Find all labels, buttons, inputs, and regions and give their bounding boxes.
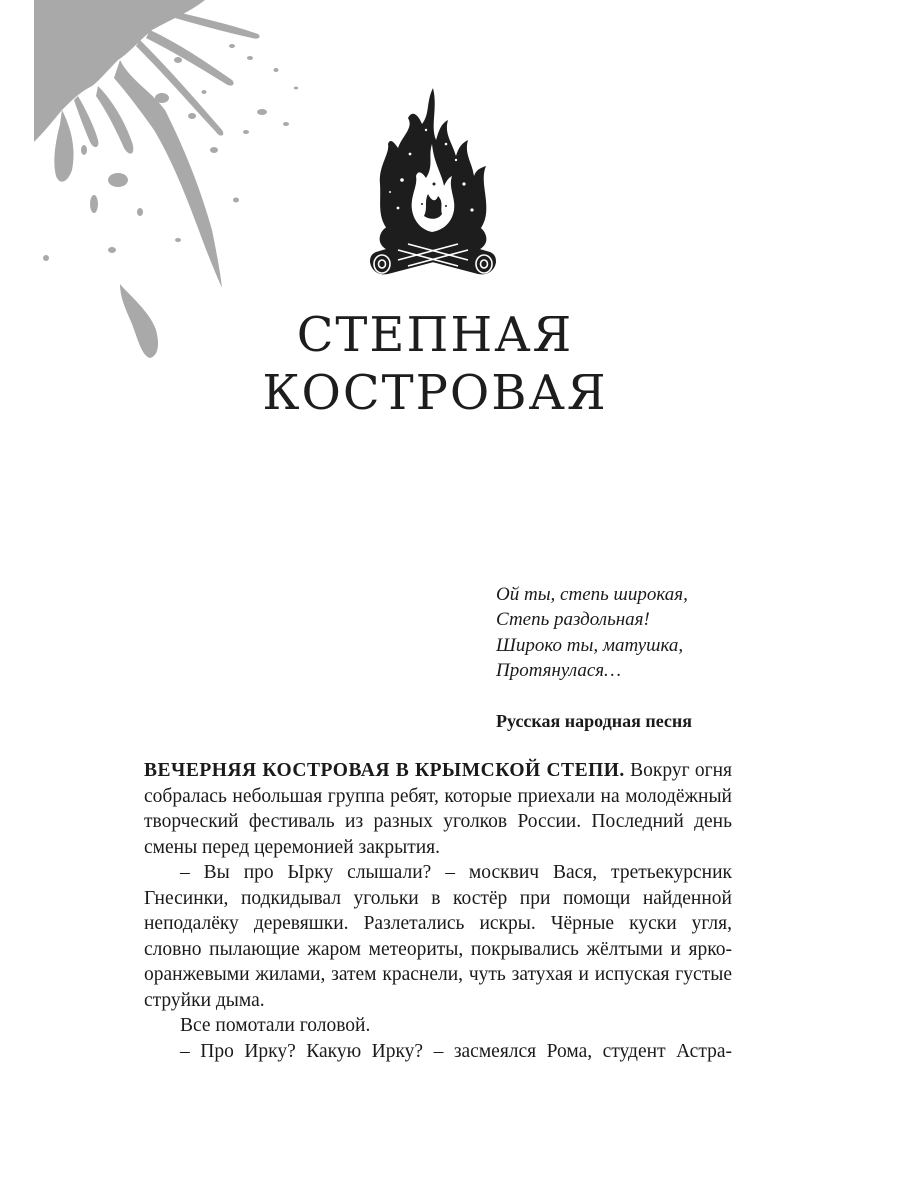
lead-in: ВЕЧЕРНЯЯ КОСТРОВАЯ В КРЫМСКОЙ СТЕПИ. bbox=[144, 760, 625, 781]
epigraph-source: Русская народная песня bbox=[496, 711, 693, 731]
epigraph bbox=[496, 582, 796, 683]
epigraph-line: Широко ты, матушка, bbox=[496, 634, 684, 656]
paragraph: – Вы про Ырку слышали? – москвич Вася, третьекурсник Гнесинки, подкидывал угольки в костёр при помощи найденной неподалёку деревяшки. Разлетались искры. Чёрные куски угля, словно пылающие жаром метеориты, покрывались жёлтыми и ярко-оранжевыми жилами, затем краснели, чуть затухая и испуская густые струйки дыма. bbox=[144, 862, 732, 1011]
campfire-icon bbox=[368, 84, 498, 279]
paragraph: Все помотали головой. bbox=[180, 1015, 371, 1036]
chapter-title bbox=[250, 306, 620, 422]
paragraph: – Про Ирку? Какую Ирку? – засмеялся Рома, студент Астра- bbox=[180, 1040, 732, 1062]
paragraph bbox=[144, 758, 732, 860]
chapter-title-line-1: СТЕПНАЯ bbox=[296, 307, 574, 363]
chapter-title-line-2: КОСТРОВАЯ bbox=[262, 365, 608, 421]
epigraph-line: Степь раздольная! bbox=[496, 609, 650, 631]
paragraph-text: Вокруг огня собралась небольшая группа ребят, которые приехали на молодёжный творческий фестиваль из разных уголков России. Последний день смены перед церемонией закрытия. bbox=[144, 760, 733, 858]
body-text bbox=[144, 758, 732, 1064]
epigraph-line: Протянулася… bbox=[496, 659, 622, 681]
epigraph-line: Ой ты, степь широкая, bbox=[496, 584, 688, 605]
